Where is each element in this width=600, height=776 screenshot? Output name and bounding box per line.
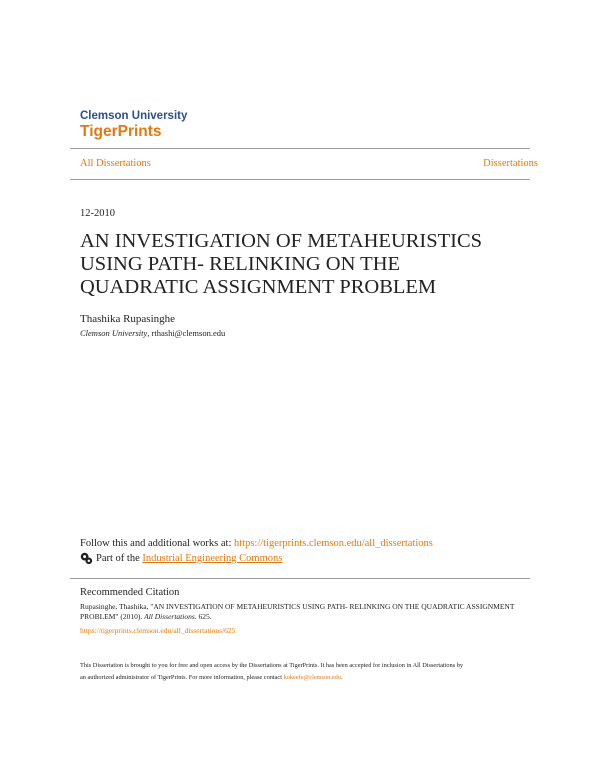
commons-network-icon bbox=[80, 552, 93, 565]
dissertations-link[interactable]: Dissertations bbox=[483, 158, 538, 169]
footer-line-2-text: an authorized administrator of TigerPrints. For more information, please contact bbox=[80, 674, 284, 681]
nav-divider bbox=[70, 179, 530, 180]
top-divider bbox=[70, 148, 530, 149]
document-title bbox=[80, 230, 530, 299]
citation-series: All Dissertations bbox=[144, 612, 195, 621]
follow-line bbox=[80, 538, 433, 549]
part-of-line bbox=[80, 552, 282, 565]
citation-main: Rupasinghe, Thashika, "AN INVESTIGATION OF METAHEURISTICS USING PATH- RELINKING ON THE QUADRATIC ASSIGNMENT PROBLEM" (2010). bbox=[80, 602, 515, 621]
citation-number: . 625. bbox=[194, 612, 212, 621]
citation-url-link[interactable]: https://tigerprints.clemson.edu/all_dissertations/625 bbox=[80, 626, 236, 635]
author-name: Thashika Rupasinghe bbox=[80, 313, 176, 325]
citation-heading: Recommended Citation bbox=[80, 587, 180, 598]
publication-date: 12-2010 bbox=[80, 208, 115, 219]
author-affiliation bbox=[80, 328, 225, 338]
part-of-label: Part of the bbox=[96, 553, 140, 564]
contact-email-link[interactable]: kokeefe@clemson.edu bbox=[283, 674, 341, 681]
footer-line-2 bbox=[80, 672, 530, 684]
follow-label: Follow this and additional works at: bbox=[80, 538, 234, 549]
affiliation-email: , rthashi@clemson.edu bbox=[147, 328, 226, 338]
title-line: AN INVESTIGATION OF METAHEURISTICS bbox=[80, 230, 483, 252]
citation-divider bbox=[70, 578, 530, 579]
university-name: Clemson University bbox=[80, 110, 188, 122]
footer-notice bbox=[80, 660, 530, 684]
citation-text bbox=[80, 602, 530, 622]
footer-line-2-end: . bbox=[340, 674, 343, 681]
affiliation-institution: Clemson University bbox=[80, 328, 148, 338]
follow-url-link[interactable]: https://tigerprints.clemson.edu/all_dissertations bbox=[234, 538, 433, 549]
all-dissertations-link[interactable]: All Dissertations bbox=[80, 158, 151, 169]
title-line: QUADRATIC ASSIGNMENT PROBLEM bbox=[80, 276, 437, 298]
title-line: USING PATH- RELINKING ON THE bbox=[80, 253, 401, 275]
footer-line-1: This Dissertation is brought to you for free and open access by the Dissertations at TigerPrints. It has been accepted for inclusion in All Dissertations by bbox=[80, 662, 463, 669]
industrial-engineering-commons-link[interactable]: Industrial Engineering Commons bbox=[142, 553, 283, 564]
repository-name[interactable]: TigerPrints bbox=[80, 123, 162, 140]
